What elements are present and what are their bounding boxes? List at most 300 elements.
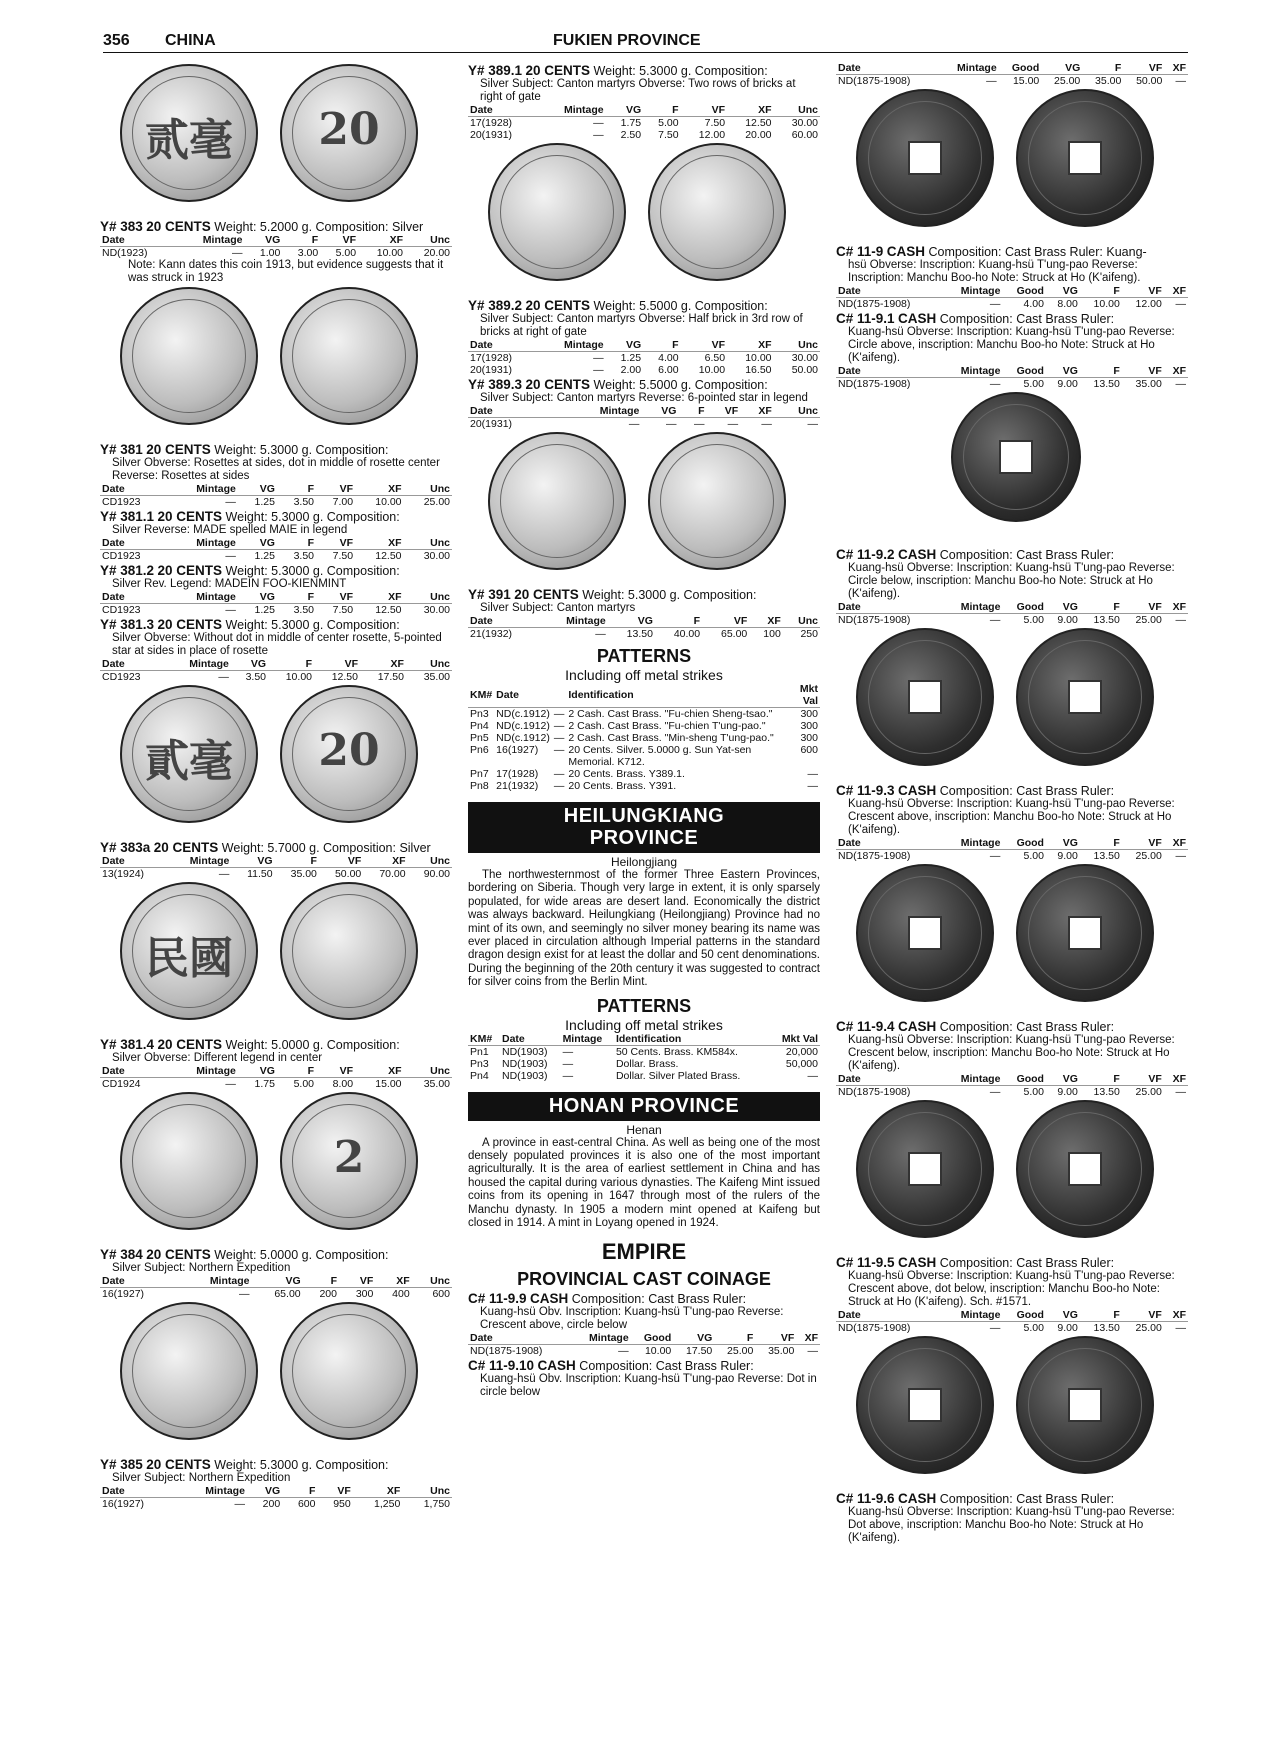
column-header: Unc [404,591,452,604]
specs: Weight: 5.3000 g. Composition: [582,588,757,602]
country-title: CHINA [165,32,216,49]
denomination: 20 CENTS [525,63,591,78]
table-cell: ND(1875-1908) [838,1086,911,1098]
column-header: XF [1164,62,1188,75]
column-header: Unc [406,658,452,671]
coin-image [1016,628,1154,766]
column-header: Good [1002,1073,1046,1086]
table-cell: — [807,418,818,430]
table-row [100,868,452,881]
table-cell: — [761,418,772,430]
table-row [468,628,820,641]
specs: Weight: 5.0000 g. Composition: [225,1038,400,1052]
province-description: The northwesternmost of the former Three Eastern Provinces, bordering on Siberia. Though very large in extent, it is only sparsely populated, for wide areas are desert land. Economically the district was always backward. Heilungkiang (Heilongjiang) Province had no mint of its own, and seemingly no silver money bearing its name was ever placed in circulation although Imperial patterns in the standard dragon design exist for at least the dollar and 50 cent denominations. During the beginning of the 20th century it was suggested to contract for silver coins from the Berlin Mint. [468,869,820,989]
table-cell: Pn8 [470,780,489,792]
column-header: XF [1164,285,1188,298]
table-row [100,496,452,509]
table-row [836,1322,1188,1335]
table-cell: ND(1875-1908) [838,850,911,862]
denomination: CASH [898,1255,937,1270]
table-cell: 50.00 [334,868,362,880]
table-cell: 7.50 [332,604,354,616]
table-cell: 9.00 [1057,1322,1078,1334]
column-header: Good [631,1332,674,1345]
table-cell: — [595,628,606,640]
table-cell: CD1923 [102,496,141,508]
entry-description: Kuang-hsü Obv. Inscription: Kuang-hsü T'ung-pao Reverse: Dot in circle below [480,1372,817,1398]
column-header: VG [1046,837,1080,850]
coin-image [120,882,258,1020]
specs: Composition: Cast Brass Ruler: [579,1358,754,1373]
column-header: VG [1041,62,1082,75]
specs: Composition: Cast Brass Ruler: [939,1020,1115,1034]
table-cell: 16(1927) [102,1498,145,1510]
value-table [468,339,820,376]
column-header: F [1080,1073,1122,1086]
coin-legend: 20 [318,104,380,155]
coin-legend: 民國 [145,933,233,984]
table-cell: 17.50 [377,671,404,683]
table-cell: 12.00 [698,129,726,141]
entry-description: Silver Subject: Canton martyrs Reverse: 6-pointed star in legend [480,392,808,404]
value-table [836,62,1188,87]
denomination: CASH [898,783,937,798]
table-cell: — [225,496,236,508]
patterns-subtitle: Including off metal strikes [565,667,723,683]
coin-image [280,287,418,425]
entry-heading [836,548,1188,562]
coin-images [836,392,1188,542]
column-header: VG [238,591,277,604]
denomination: 20 CENTS [157,617,223,632]
coin-image [1016,89,1154,227]
table-cell: 20,000 [785,1045,818,1058]
column-header: Date [100,234,177,247]
coin-image [856,1100,994,1238]
table-cell: 300 [800,732,818,744]
column-header: Mintage [167,855,231,868]
table-cell: 13.50 [1093,1322,1120,1334]
table-cell: 6.00 [658,364,679,376]
table-cell: — [807,768,818,780]
table-row [836,298,1188,311]
empire-title: EMPIRE [601,1238,687,1264]
table-cell: — [238,1288,250,1300]
value-table [100,658,452,683]
table-cell: 9.00 [1057,378,1078,390]
column-header: VF [1122,285,1164,298]
column-header: XF [1164,365,1188,378]
table-cell: 3.50 [293,550,315,562]
coin-images [100,685,452,835]
table-cell: Pn3 [470,1057,489,1070]
table-cell: 17.50 [686,1344,713,1357]
value-table [836,601,1188,626]
table-cell: — [225,1078,236,1090]
column-header: Unc [404,483,452,496]
entry-description: Silver Subject: Northern Expedition [112,1262,291,1274]
catalog-number: Y# 383a [100,840,151,855]
column-header: Mkt Val [784,683,820,708]
table-cell: 5.00 [335,247,357,259]
table-cell: 13.50 [1093,1086,1120,1098]
table-cell: 40.00 [673,628,701,640]
table-cell: 5.00 [1023,614,1044,626]
specs: Weight: 5.7000 g. Composition: Silver [221,841,431,855]
table-cell: 3.50 [293,496,315,508]
catalog-number: Y# 384 [100,1247,143,1262]
coin-images [100,1092,452,1242]
table-cell: Pn4 [470,720,489,732]
specs: Composition: Cast Brass Ruler: Kuang- [928,245,1147,259]
column-header: VG [606,339,643,352]
table-cell: 5.00 [1023,1322,1044,1334]
table-cell: ND(1875-1908) [470,1344,543,1357]
coin-image [120,287,258,425]
column-header: VF [681,339,727,352]
table-cell: — [989,298,1001,310]
column-header: VG [1046,285,1080,298]
column-header: F [714,1332,755,1345]
table-cell: 1.00 [259,247,281,259]
table-cell: 21(1932) [470,628,513,640]
column-header: VG [1046,601,1080,614]
table-cell: 600 [432,1288,450,1300]
denomination: 20 CENTS [146,442,211,457]
coin-image [120,1092,258,1230]
column-header: F [268,658,314,671]
table-cell: 11.50 [247,868,273,880]
column-header: VG [238,483,277,496]
table-cell: 7.50 [658,129,679,141]
table-row [468,129,820,141]
column-header: Mintage [175,1485,247,1498]
table-cell: — [593,129,604,141]
column-header: XF [355,591,403,604]
column-header: Mintage [940,62,999,75]
table-cell: — [807,1344,818,1357]
column-header: VG [238,537,277,550]
table-cell: Pn7 [470,768,489,780]
column-header: Unc [774,339,821,352]
table-cell: 20.00 [423,247,450,259]
column-header: Unc [404,1065,452,1078]
column-header: Unc [783,615,820,628]
table-cell: 12.50 [331,671,358,683]
column-header: Mintage [942,1309,1003,1322]
table-cell: 4.00 [658,352,679,364]
province-banner [468,802,820,853]
column-header: XF [363,855,407,868]
table-row [468,780,820,792]
denomination: CASH [537,1357,576,1373]
value-table [468,405,820,430]
table-cell: 200 [319,1288,337,1300]
value-table [100,483,452,508]
table-cell: 13.50 [626,628,653,640]
table-row [836,75,1188,88]
coin-image [280,1092,418,1230]
column-header: VF [317,1485,352,1498]
column-header: F [277,537,316,550]
table-cell: 13(1924) [102,868,145,880]
square-hole [999,440,1033,474]
table-cell: 6.50 [704,352,726,364]
column-header: Mintage [165,658,231,671]
catalog-number: C# 11-9.5 [836,1255,895,1270]
specs: Weight: 5.5000 g. Composition: [593,299,768,313]
table-cell: ND(1875-1908) [838,378,911,390]
denomination: 20 CENTS [157,563,223,578]
table-cell: 17(1928) [470,352,513,364]
table-cell: 65.00 [720,628,748,640]
column-header: Date [100,855,167,868]
table-cell: — [562,1057,574,1070]
column-header: XF [796,1332,820,1345]
table-cell: ND(c.1912) [496,732,550,744]
table-cell: — [628,418,640,430]
section-title: FUKIEN PROVINCE [553,32,701,49]
column-header: Unc [774,405,820,418]
denomination: CASH [898,547,937,562]
catalog-number: C# 11-9.6 [836,1491,895,1506]
denomination: 20 CENTS [153,840,219,855]
table-cell: — [1175,298,1186,310]
coin-image [280,64,418,202]
column-header: Unc [774,104,821,117]
column-header: Date [836,1073,942,1086]
denomination: 20 CENTS [525,298,591,313]
table-cell: — [694,418,705,430]
column-header: Mintage [168,483,238,496]
catalog-number: Y# 383 [100,219,143,234]
table-cell: 5.00 [1023,850,1044,862]
coin-images [100,64,452,214]
column-header: Date [468,104,539,117]
coin-rim [500,155,614,269]
catalog-number: C# 11-9.1 [836,311,895,326]
table-row [468,732,820,744]
column-header: Mintage [942,601,1003,614]
column-header: VG [1046,365,1080,378]
table-cell: 65.00 [274,1288,301,1300]
table-cell: 250 [800,628,818,640]
coin-rim [292,894,406,1008]
patterns-title: PATTERNS [596,995,692,1016]
table-cell: 35.00 [1135,378,1162,390]
denomination: 20 CENTS [157,1037,223,1052]
table-row [468,1058,820,1070]
catalog-number: Y# 389.3 [468,377,523,392]
table-cell: 1.25 [254,496,275,508]
column-header: Unc [402,1485,452,1498]
banner-line: HEILUNGKIANG [563,805,725,827]
table-cell: — [807,780,818,792]
table-row [468,364,820,376]
coin-image [120,1302,258,1440]
denomination: CASH [530,1290,569,1306]
value-table [100,537,452,562]
table-cell: — [231,247,243,259]
column-left [100,62,452,1510]
table-cell: CD1924 [102,1078,141,1090]
coin-image [120,685,258,823]
table-cell: 15.00 [1012,75,1040,87]
table-cell: CD1923 [102,671,141,683]
table-cell: 50.00 [1136,75,1163,87]
column-header: VG [606,104,643,117]
column-header: Good [1002,601,1046,614]
table-cell: Pn1 [470,1045,489,1058]
specs: Weight: 5.3000 g. Composition: [225,564,400,578]
column-header: VF [319,855,363,868]
banner-line: PROVINCE [589,827,699,849]
catalog-number: Y# 385 [100,1457,143,1472]
column-header: XF [1164,1309,1188,1322]
entry-description: Silver Reverse: MADE spelled MAIE in legend [112,524,348,536]
table-cell: 13.50 [1093,850,1120,862]
entry-heading [468,64,820,78]
entry-heading [468,588,820,602]
column-header: Date [500,1033,561,1046]
coin-images [100,287,452,437]
column-header: Good [1002,285,1046,298]
column-header: Good [999,62,1042,75]
column-header: F [1080,601,1122,614]
table-cell: 50,000 [785,1057,818,1070]
column-header: Mintage [942,285,1003,298]
catalog-number: Y# 381.1 [100,509,155,524]
column-header: VF [1122,1309,1164,1322]
table-cell: — [225,604,236,616]
column-header: Date [836,1309,942,1322]
coin-image [1016,864,1154,1002]
column-header: Date [494,683,552,708]
catalog-number: Y# 381.4 [100,1037,155,1052]
table-cell: 60.00 [791,129,818,141]
table-cell: 8.00 [332,1078,354,1090]
column-header: VF [1122,601,1164,614]
column-header: Date [468,339,539,352]
denomination: 20 CENTS [525,377,591,392]
value-table [100,234,452,259]
specs: Weight: 5.3000 g. Composition: [225,618,400,632]
table-cell: 10.00 [644,1344,672,1357]
coin-image [120,64,258,202]
entry-heading [836,784,1188,798]
column-header: Identification [566,683,784,708]
table-cell: 10.00 [745,352,772,364]
table-cell: 200 [262,1498,281,1510]
entry-heading [836,1492,1188,1506]
table-cell: — [807,1069,818,1082]
value-table [836,365,1188,390]
column-header: VG [673,1332,714,1345]
column-header: Mintage [539,339,606,352]
column-header: Date [836,837,942,850]
column-header: Date [836,601,942,614]
province-subtitle: Henan [626,1122,662,1137]
table-row [468,1344,820,1357]
column-header: VF [1122,837,1164,850]
table-cell: 30.00 [791,352,818,364]
patterns-title: PATTERNS [596,646,692,666]
table-cell: 25.00 [1135,1322,1162,1334]
column-header: F [277,1065,316,1078]
table-cell: — [553,732,565,744]
table-cell: — [986,75,997,87]
table-cell: 10.00 [285,671,312,683]
table-cell: 600 [800,744,818,756]
table-row [468,1070,820,1082]
table-cell: 25.00 [727,1344,754,1357]
table-cell: — [989,1322,1001,1334]
table-cell: — [218,868,230,880]
column-header: XF [1164,601,1188,614]
coin-images [468,432,820,582]
denomination: CASH [886,244,926,259]
column-header: Mintage [572,1332,631,1345]
coin-image [648,432,786,570]
province-description: A province in east-central China. As well as being one of the most densely populated provinces it is also one of the most important agriculturally. It is the area of earliest settlement in China and has housed the capital during various dynasties. The Kaifeng Mint issued coins from its opening in 1647 through most of the rulers of the Manchu dynasty. In 1905 a modern mint opened at Kaifeng but closed in 1914. A mint in Loyang opened in 1924. [468,1136,820,1230]
column-header: VF [316,591,355,604]
table-cell: 3.50 [245,671,267,683]
table-cell: — [1175,75,1186,87]
province-banner: HONAN PROVINCE [468,1092,820,1121]
column-header: VF [316,537,355,550]
column-header: Unc [405,234,452,247]
column-header: F [277,483,316,496]
denomination: 20 CENTS [146,1457,211,1472]
table-cell: ND(c.1912) [496,720,550,732]
table-cell: 25.00 [1135,1086,1162,1098]
column-header: F [275,855,319,868]
column-header: VG [1046,1309,1080,1322]
table-cell: — [553,708,565,720]
column-header: F [282,234,320,247]
column-header: XF [375,1275,411,1288]
table-cell: — [618,1344,629,1357]
square-hole [1068,141,1102,175]
table-cell: 25.00 [1135,614,1162,626]
specs: Composition: Cast Brass Ruler: [939,1492,1115,1506]
catalog-number: Y# 391 [468,587,511,602]
column-header: Mkt Val [771,1033,820,1046]
square-hole [908,1152,942,1186]
column-header: F [1080,1309,1122,1322]
column-header: XF [358,234,405,247]
table-cell: 25.00 [423,496,450,508]
table-cell: 20 Cents. Brass. Y389.1. [568,768,685,780]
table-cell: 16.50 [745,364,772,376]
table-cell: ND(1875-1908) [838,75,911,87]
column-header: F [282,1485,317,1498]
table-row [100,1078,452,1091]
table-cell: 20 Cents. Brass. Y391. [568,780,677,792]
column-header: Mintage [942,837,1003,850]
table-cell: 17(1928) [470,117,513,129]
entry-heading [100,220,452,234]
table-cell: 20 Cents. Silver. 5.0000 g. Sun Yat-sen Memorial. K712. [568,744,752,768]
column-header: XF [740,405,774,418]
specs: Weight: 5.5000 g. Composition: [593,378,768,392]
table-cell: — [553,768,565,780]
catalog-number: C# 11-9.3 [836,783,895,798]
entry-heading [100,618,452,632]
column-header: VF [1123,62,1164,75]
table-cell: 10.00 [375,496,402,508]
table-row [836,378,1188,391]
